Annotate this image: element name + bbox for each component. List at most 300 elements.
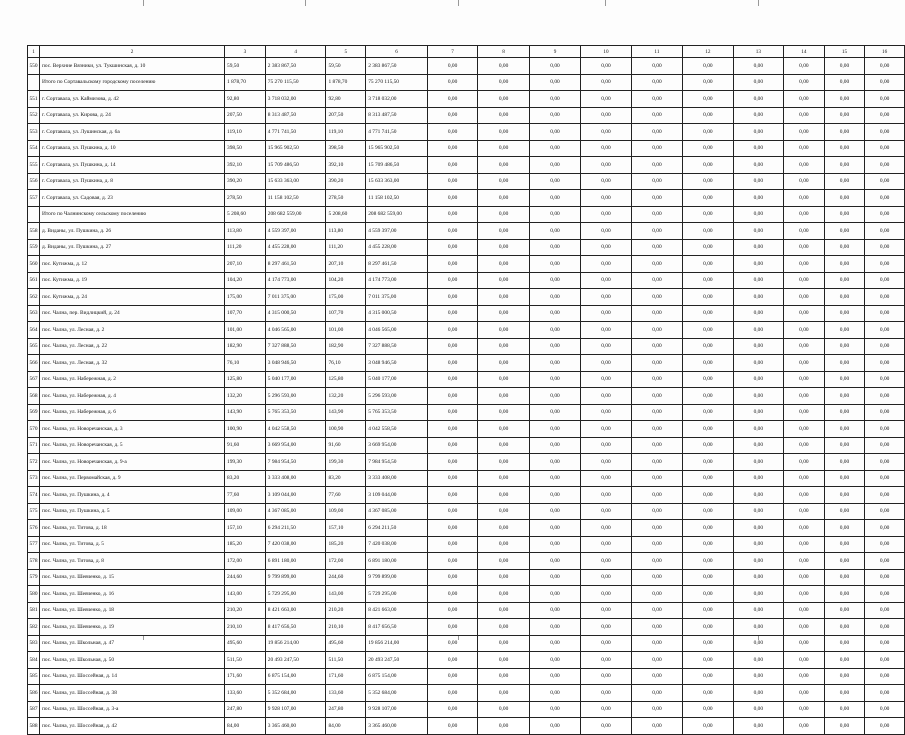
table-row <box>28 619 905 636</box>
zero-value-cell: 0,00 <box>824 157 865 174</box>
area-cell: 244,60 <box>326 569 366 586</box>
zero-value-cell: 0,00 <box>784 470 825 487</box>
cost-cell: 3 718 032,00 <box>366 91 428 108</box>
zero-value-cell: 0,00 <box>478 536 529 553</box>
zero-value-cell: 0,00 <box>581 619 631 636</box>
area-cell: 143,00 <box>326 586 366 603</box>
zero-value-cell: 0,00 <box>733 289 783 306</box>
zero-value-cell: 0,00 <box>784 140 825 157</box>
area-cell: 77,60 <box>225 487 266 504</box>
zero-value-cell: 0,00 <box>529 668 580 685</box>
zero-value-cell: 0,00 <box>581 520 631 537</box>
table-row <box>28 404 905 421</box>
zero-value-cell: 0,00 <box>865 553 905 570</box>
zero-value-cell: 0,00 <box>581 256 631 273</box>
zero-value-cell: 0,00 <box>631 487 682 504</box>
zero-value-cell: 0,00 <box>683 421 733 438</box>
zero-value-cell: 0,00 <box>824 371 865 388</box>
cost-cell: 8 313 487,50 <box>366 107 428 124</box>
area-cell: 104,20 <box>326 272 366 289</box>
zero-value-cell: 0,00 <box>529 503 580 520</box>
cost-cell: 4 046 565,00 <box>265 322 326 339</box>
cost-cell: 8 421 663,00 <box>366 602 428 619</box>
area-cell: 511,50 <box>225 652 266 669</box>
address-cell: пос. Чална, ул. Набережная, д. 2 <box>39 371 224 388</box>
zero-value-cell: 0,00 <box>733 256 783 273</box>
zero-value-cell: 0,00 <box>581 454 631 471</box>
row-number-cell: 577 <box>28 536 40 553</box>
zero-value-cell: 0,00 <box>427 107 477 124</box>
zero-value-cell: 0,00 <box>581 718 631 735</box>
zero-value-cell: 0,00 <box>631 569 682 586</box>
zero-value-cell: 0,00 <box>865 404 905 421</box>
zero-value-cell: 0,00 <box>865 91 905 108</box>
address-cell: пос. Чална, ул. Шевченко, д. 15 <box>39 569 224 586</box>
zero-value-cell: 0,00 <box>683 635 733 652</box>
area-cell: 172,00 <box>225 553 266 570</box>
zero-value-cell: 0,00 <box>631 685 682 702</box>
cost-cell: 4 455 228,00 <box>366 239 428 256</box>
zero-value-cell: 0,00 <box>631 421 682 438</box>
zero-value-cell: 0,00 <box>581 91 631 108</box>
area-cell: 77,60 <box>326 487 366 504</box>
zero-value-cell: 0,00 <box>529 718 580 735</box>
zero-value-cell: 0,00 <box>631 520 682 537</box>
zero-value-cell: 0,00 <box>784 305 825 322</box>
area-cell: 111,20 <box>225 239 266 256</box>
zero-value-cell: 0,00 <box>478 586 529 603</box>
zero-value-cell: 0,00 <box>865 652 905 669</box>
area-cell: 91,60 <box>326 437 366 454</box>
zero-value-cell: 0,00 <box>631 190 682 207</box>
area-cell: 113,80 <box>326 223 366 240</box>
zero-value-cell: 0,00 <box>784 206 825 223</box>
table-row <box>28 256 905 273</box>
zero-value-cell: 0,00 <box>824 107 865 124</box>
address-cell: пос. Чална, ул. Лесная, д. 32 <box>39 355 224 372</box>
zero-value-cell: 0,00 <box>581 701 631 718</box>
area-cell: 111,20 <box>326 239 366 256</box>
zero-value-cell: 0,00 <box>631 256 682 273</box>
zero-value-cell: 0,00 <box>733 487 783 504</box>
column-number-header: 7 <box>427 46 477 58</box>
zero-value-cell: 0,00 <box>581 289 631 306</box>
zero-value-cell: 0,00 <box>581 107 631 124</box>
zero-value-cell: 0,00 <box>733 454 783 471</box>
row-number-cell: 565 <box>28 338 40 355</box>
cost-cell: 5 729 295,00 <box>265 586 326 603</box>
table-row <box>28 536 905 553</box>
zero-value-cell: 0,00 <box>631 503 682 520</box>
zero-value-cell: 0,00 <box>733 305 783 322</box>
zero-value-cell: 0,00 <box>865 256 905 273</box>
zero-value-cell: 0,00 <box>427 536 477 553</box>
area-cell: 107,70 <box>225 305 266 322</box>
zero-value-cell: 0,00 <box>733 338 783 355</box>
area-cell: 247,80 <box>225 701 266 718</box>
cost-cell: 8 417 656,50 <box>265 619 326 636</box>
zero-value-cell: 0,00 <box>581 173 631 190</box>
zero-value-cell: 0,00 <box>733 685 783 702</box>
area-cell: 143,00 <box>225 586 266 603</box>
zero-value-cell: 0,00 <box>529 421 580 438</box>
row-number-cell: 579 <box>28 569 40 586</box>
table-row <box>28 685 905 702</box>
table-row <box>28 503 905 520</box>
row-number-cell: 559 <box>28 239 40 256</box>
zero-value-cell: 0,00 <box>865 107 905 124</box>
page-edge-mark <box>458 0 459 6</box>
zero-value-cell: 0,00 <box>581 602 631 619</box>
address-cell: пос. Чална, ул. Набережная, д. 6 <box>39 404 224 421</box>
data-table <box>27 45 905 735</box>
zero-value-cell: 0,00 <box>733 206 783 223</box>
zero-value-cell: 0,00 <box>631 652 682 669</box>
area-cell: 495,60 <box>225 635 266 652</box>
area-cell: 83,20 <box>225 470 266 487</box>
zero-value-cell: 0,00 <box>631 124 682 141</box>
column-number-header: 12 <box>683 46 733 58</box>
zero-value-cell: 0,00 <box>427 668 477 685</box>
column-number-header: 15 <box>824 46 865 58</box>
page-edge-mark <box>758 0 759 6</box>
cost-cell: 8 297 461,50 <box>265 256 326 273</box>
column-number-header: 14 <box>784 46 825 58</box>
row-number-cell: 580 <box>28 586 40 603</box>
cost-cell: 5 040 177,00 <box>366 371 428 388</box>
table-row <box>28 437 905 454</box>
cost-cell: 7 984 954,50 <box>265 454 326 471</box>
zero-value-cell: 0,00 <box>683 701 733 718</box>
column-number-header: 10 <box>581 46 631 58</box>
table-row <box>28 586 905 603</box>
table-row <box>28 652 905 669</box>
table-row <box>28 668 905 685</box>
zero-value-cell: 0,00 <box>784 718 825 735</box>
column-number-header: 4 <box>265 46 326 58</box>
zero-value-cell: 0,00 <box>733 520 783 537</box>
column-number-header: 6 <box>366 46 428 58</box>
zero-value-cell: 0,00 <box>631 619 682 636</box>
area-cell: 182,90 <box>225 338 266 355</box>
address-cell: Итого по Чалнинскому сельскому поселению <box>39 206 224 223</box>
cost-cell: 2 383 867,50 <box>366 58 428 75</box>
zero-value-cell: 0,00 <box>427 74 477 91</box>
zero-value-cell: 0,00 <box>784 91 825 108</box>
zero-value-cell: 0,00 <box>865 371 905 388</box>
zero-value-cell: 0,00 <box>784 223 825 240</box>
zero-value-cell: 0,00 <box>784 635 825 652</box>
zero-value-cell: 0,00 <box>733 404 783 421</box>
page-edge-mark <box>143 0 144 6</box>
zero-value-cell: 0,00 <box>427 157 477 174</box>
zero-value-cell: 0,00 <box>631 701 682 718</box>
zero-value-cell: 0,00 <box>824 173 865 190</box>
zero-value-cell: 0,00 <box>824 338 865 355</box>
table-row <box>28 701 905 718</box>
area-cell: 100,90 <box>326 421 366 438</box>
cost-cell: 208 682 559,00 <box>366 206 428 223</box>
area-cell: 172,00 <box>326 553 366 570</box>
zero-value-cell: 0,00 <box>733 388 783 405</box>
area-cell: 84,00 <box>326 718 366 735</box>
address-cell: г. Сортавала, ул. Кирова, д. 24 <box>39 107 224 124</box>
zero-value-cell: 0,00 <box>427 520 477 537</box>
table-row <box>28 124 905 141</box>
cost-cell: 20 493 247,50 <box>265 652 326 669</box>
address-cell: пос. Чална, ул. Шоссейная, д. 38 <box>39 685 224 702</box>
zero-value-cell: 0,00 <box>683 536 733 553</box>
cost-cell: 8 417 656,50 <box>366 619 428 636</box>
area-cell: 59,50 <box>326 58 366 75</box>
zero-value-cell: 0,00 <box>581 272 631 289</box>
cost-cell: 4 367 085,00 <box>265 503 326 520</box>
table-row <box>28 239 905 256</box>
cost-cell: 4 771 741,50 <box>366 124 428 141</box>
zero-value-cell: 0,00 <box>478 190 529 207</box>
zero-value-cell: 0,00 <box>733 470 783 487</box>
area-cell: 109,00 <box>326 503 366 520</box>
address-cell: пос. Чална, ул. Школьная, д. 50 <box>39 652 224 669</box>
area-cell: 76,10 <box>326 355 366 372</box>
cost-cell: 9 928 107,00 <box>265 701 326 718</box>
zero-value-cell: 0,00 <box>733 74 783 91</box>
zero-value-cell: 0,00 <box>478 206 529 223</box>
zero-value-cell: 0,00 <box>733 569 783 586</box>
address-cell: пос. Чална, ул. Лесная, д. 22 <box>39 338 224 355</box>
address-cell: г. Сортавала, ул. Пушкина, д. 10 <box>39 140 224 157</box>
zero-value-cell: 0,00 <box>824 487 865 504</box>
area-cell: 92,80 <box>225 91 266 108</box>
zero-value-cell: 0,00 <box>824 503 865 520</box>
zero-value-cell: 0,00 <box>427 289 477 306</box>
area-cell: 5 208,60 <box>326 206 366 223</box>
zero-value-cell: 0,00 <box>865 569 905 586</box>
zero-value-cell: 0,00 <box>631 206 682 223</box>
cost-cell: 3 333 408,00 <box>265 470 326 487</box>
zero-value-cell: 0,00 <box>427 58 477 75</box>
zero-value-cell: 0,00 <box>427 553 477 570</box>
zero-value-cell: 0,00 <box>631 289 682 306</box>
table-row <box>28 470 905 487</box>
zero-value-cell: 0,00 <box>683 239 733 256</box>
zero-value-cell: 0,00 <box>824 602 865 619</box>
zero-value-cell: 0,00 <box>865 520 905 537</box>
zero-value-cell: 0,00 <box>631 223 682 240</box>
zero-value-cell: 0,00 <box>631 635 682 652</box>
zero-value-cell: 0,00 <box>683 124 733 141</box>
zero-value-cell: 0,00 <box>733 58 783 75</box>
zero-value-cell: 0,00 <box>733 602 783 619</box>
cost-cell: 8 313 487,50 <box>265 107 326 124</box>
address-cell: пос. Чална, ул. Новоречанская, д. 3 <box>39 421 224 438</box>
zero-value-cell: 0,00 <box>478 421 529 438</box>
zero-value-cell: 0,00 <box>683 487 733 504</box>
cost-cell: 5 040 177,00 <box>265 371 326 388</box>
row-number-cell: 587 <box>28 701 40 718</box>
zero-value-cell: 0,00 <box>478 371 529 388</box>
zero-value-cell: 0,00 <box>865 685 905 702</box>
column-number-header: 2 <box>39 46 224 58</box>
cost-cell: 7 420 038,00 <box>366 536 428 553</box>
area-cell: 247,80 <box>326 701 366 718</box>
zero-value-cell: 0,00 <box>683 371 733 388</box>
zero-value-cell: 0,00 <box>581 58 631 75</box>
zero-value-cell: 0,00 <box>865 355 905 372</box>
zero-value-cell: 0,00 <box>427 124 477 141</box>
zero-value-cell: 0,00 <box>478 619 529 636</box>
cost-cell: 9 799 899,00 <box>265 569 326 586</box>
row-number-cell: 570 <box>28 421 40 438</box>
area-cell: 84,00 <box>225 718 266 735</box>
cost-cell: 3 048 946,50 <box>366 355 428 372</box>
zero-value-cell: 0,00 <box>683 206 733 223</box>
row-number-cell: 586 <box>28 685 40 702</box>
table-row <box>28 388 905 405</box>
zero-value-cell: 0,00 <box>478 701 529 718</box>
zero-value-cell: 0,00 <box>478 124 529 141</box>
column-number-header: 3 <box>225 46 266 58</box>
cost-cell: 20 493 247,50 <box>366 652 428 669</box>
cost-cell: 9 928 107,00 <box>366 701 428 718</box>
area-cell: 390,20 <box>225 173 266 190</box>
area-cell: 398,50 <box>326 140 366 157</box>
zero-value-cell: 0,00 <box>784 190 825 207</box>
zero-value-cell: 0,00 <box>581 685 631 702</box>
area-cell: 92,80 <box>326 91 366 108</box>
zero-value-cell: 0,00 <box>631 371 682 388</box>
zero-value-cell: 0,00 <box>733 718 783 735</box>
cost-cell: 11 158 102,50 <box>265 190 326 207</box>
zero-value-cell: 0,00 <box>581 338 631 355</box>
zero-value-cell: 0,00 <box>529 454 580 471</box>
area-cell: 207,10 <box>225 256 266 273</box>
area-cell: 171,60 <box>225 668 266 685</box>
area-cell: 199,30 <box>326 454 366 471</box>
area-cell: 390,20 <box>326 173 366 190</box>
zero-value-cell: 0,00 <box>478 107 529 124</box>
zero-value-cell: 0,00 <box>427 685 477 702</box>
zero-value-cell: 0,00 <box>529 322 580 339</box>
zero-value-cell: 0,00 <box>427 239 477 256</box>
subtotal-row <box>28 206 905 223</box>
zero-value-cell: 0,00 <box>581 140 631 157</box>
address-cell: пос. Чална, ул. Первомайская, д. 9 <box>39 470 224 487</box>
zero-value-cell: 0,00 <box>784 404 825 421</box>
zero-value-cell: 0,00 <box>784 569 825 586</box>
cost-cell: 15 709 486,50 <box>265 157 326 174</box>
cost-cell: 4 559 397,00 <box>366 223 428 240</box>
zero-value-cell: 0,00 <box>581 371 631 388</box>
cost-cell: 6 294 211,50 <box>265 520 326 537</box>
zero-value-cell: 0,00 <box>733 503 783 520</box>
zero-value-cell: 0,00 <box>784 173 825 190</box>
zero-value-cell: 0,00 <box>427 701 477 718</box>
zero-value-cell: 0,00 <box>683 157 733 174</box>
zero-value-cell: 0,00 <box>865 437 905 454</box>
zero-value-cell: 0,00 <box>581 206 631 223</box>
zero-value-cell: 0,00 <box>824 536 865 553</box>
zero-value-cell: 0,00 <box>427 437 477 454</box>
zero-value-cell: 0,00 <box>733 635 783 652</box>
table-row <box>28 107 905 124</box>
zero-value-cell: 0,00 <box>529 91 580 108</box>
area-cell: 107,70 <box>326 305 366 322</box>
zero-value-cell: 0,00 <box>865 718 905 735</box>
table-row <box>28 223 905 240</box>
zero-value-cell: 0,00 <box>683 454 733 471</box>
zero-value-cell: 0,00 <box>683 718 733 735</box>
address-cell: пос. Чална, ул. Шоссейная, д. 14 <box>39 668 224 685</box>
zero-value-cell: 0,00 <box>683 107 733 124</box>
zero-value-cell: 0,00 <box>784 157 825 174</box>
zero-value-cell: 0,00 <box>824 388 865 405</box>
table-row <box>28 718 905 735</box>
zero-value-cell: 0,00 <box>631 140 682 157</box>
zero-value-cell: 0,00 <box>733 157 783 174</box>
zero-value-cell: 0,00 <box>581 355 631 372</box>
zero-value-cell: 0,00 <box>683 322 733 339</box>
zero-value-cell: 0,00 <box>865 289 905 306</box>
cost-cell: 5 296 593,00 <box>366 388 428 405</box>
zero-value-cell: 0,00 <box>683 668 733 685</box>
area-cell: 185,20 <box>326 536 366 553</box>
area-cell: 182,90 <box>326 338 366 355</box>
cost-cell: 3 109 044,00 <box>366 487 428 504</box>
cost-cell: 4 174 773,00 <box>265 272 326 289</box>
area-cell: 132,20 <box>326 388 366 405</box>
zero-value-cell: 0,00 <box>824 437 865 454</box>
address-cell: пос. Чална, ул. Шевченко, д. 19 <box>39 619 224 636</box>
zero-value-cell: 0,00 <box>784 239 825 256</box>
zero-value-cell: 0,00 <box>478 718 529 735</box>
cost-cell: 4 367 085,00 <box>366 503 428 520</box>
zero-value-cell: 0,00 <box>784 338 825 355</box>
area-cell: 133,60 <box>326 685 366 702</box>
zero-value-cell: 0,00 <box>824 421 865 438</box>
cost-cell: 8 297 461,50 <box>366 256 428 273</box>
cost-cell: 7 011 375,00 <box>366 289 428 306</box>
zero-value-cell: 0,00 <box>683 74 733 91</box>
zero-value-cell: 0,00 <box>733 619 783 636</box>
area-cell: 210,10 <box>225 619 266 636</box>
row-number-cell: 578 <box>28 553 40 570</box>
zero-value-cell: 0,00 <box>784 421 825 438</box>
cost-cell: 75 270 115,50 <box>265 74 326 91</box>
zero-value-cell: 0,00 <box>427 173 477 190</box>
zero-value-cell: 0,00 <box>529 173 580 190</box>
area-cell: 207,50 <box>326 107 366 124</box>
zero-value-cell: 0,00 <box>581 503 631 520</box>
zero-value-cell: 0,00 <box>631 404 682 421</box>
cost-cell: 6 891 180,00 <box>265 553 326 570</box>
zero-value-cell: 0,00 <box>865 140 905 157</box>
table-row <box>28 421 905 438</box>
zero-value-cell: 0,00 <box>683 58 733 75</box>
row-number-cell: 554 <box>28 140 40 157</box>
table-row <box>28 305 905 322</box>
zero-value-cell: 0,00 <box>824 239 865 256</box>
row-number-cell: 558 <box>28 223 40 240</box>
zero-value-cell: 0,00 <box>824 520 865 537</box>
row-number-cell: 581 <box>28 602 40 619</box>
zero-value-cell: 0,00 <box>631 668 682 685</box>
area-cell: 101,00 <box>326 322 366 339</box>
zero-value-cell: 0,00 <box>581 569 631 586</box>
zero-value-cell: 0,00 <box>427 487 477 504</box>
area-cell: 1 878,70 <box>225 74 266 91</box>
zero-value-cell: 0,00 <box>683 388 733 405</box>
